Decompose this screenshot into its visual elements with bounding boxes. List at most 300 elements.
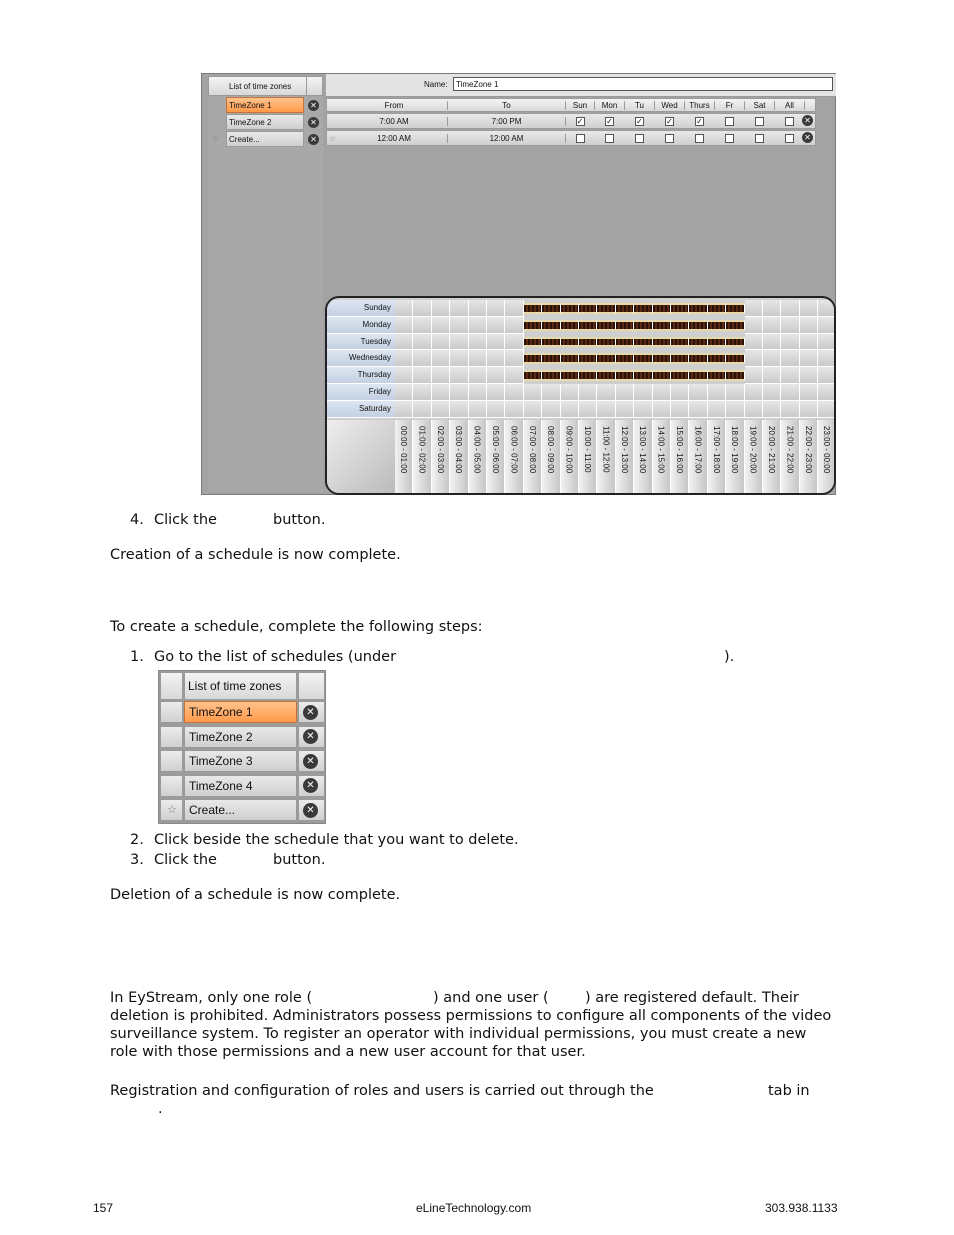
schedule-cell[interactable] [432,350,450,367]
schedule-cell[interactable] [505,350,523,367]
schedule-cell-active[interactable] [689,320,707,331]
schedule-cell[interactable] [524,401,542,418]
schedule-cell[interactable] [450,317,468,334]
schedule-cell[interactable] [634,401,652,418]
schedule-cell-active[interactable] [616,370,634,381]
schedule-cell[interactable] [413,367,431,384]
day-label: Thursday [327,367,395,384]
schedule-cell[interactable] [763,317,781,334]
hour-label: 20:00 - 21:00 [767,425,776,473]
schedule-cell[interactable] [561,401,579,418]
schedule-cell-active[interactable] [561,337,579,348]
time-zone-list-panel [208,76,323,492]
schedule-cell-active[interactable] [597,303,615,314]
schedule-cell[interactable] [450,367,468,384]
rules-table-header [326,98,816,112]
schedule-cell[interactable] [450,334,468,351]
schedule-cell[interactable] [432,300,450,317]
day-checkbox[interactable] [576,134,585,143]
intro-text: To create a schedule, complete the following steps: [110,619,483,635]
schedule-cell-active[interactable] [524,303,542,314]
para-text: role with those permissions and a new user account for that user. [110,1044,586,1060]
schedule-cell[interactable] [450,350,468,367]
schedule-cell-active[interactable] [579,320,597,331]
schedule-cell-active[interactable] [524,337,542,348]
schedule-cell[interactable] [800,401,818,418]
day-checkbox[interactable]: ✓ [576,117,584,126]
hour-column-header[interactable] [579,420,597,495]
column-header: To [448,101,566,110]
to-cell[interactable]: 12:00 AM [448,134,566,143]
schedule-cell[interactable] [616,401,634,418]
list-header [208,76,323,96]
schedule-cell[interactable] [745,401,763,418]
hour-label: 19:00 - 20:00 [748,425,758,473]
schedule-cell-active[interactable] [671,353,689,364]
schedule-cell[interactable] [597,401,615,418]
star-icon: ☆ [212,134,220,143]
footer-phone: 303.938.1133 [765,1201,838,1215]
list-header [184,672,297,700]
schedule-cell-active[interactable] [579,337,597,348]
hour-label: 22:00 - 23:00 [803,425,813,473]
day-checkbox[interactable] [605,134,614,143]
schedule-cell-active[interactable] [708,320,726,331]
hour-label: 18:00 - 19:00 [730,425,740,473]
schedule-cell-active[interactable] [542,320,560,331]
schedule-cell[interactable] [597,384,615,401]
schedule-cell[interactable] [413,317,431,334]
schedule-cell-active[interactable] [616,337,634,348]
schedule-cell[interactable] [708,384,726,401]
schedule-cell[interactable] [413,350,431,367]
schedule-cell-active[interactable] [579,370,597,381]
delete-icon[interactable]: ✕ [308,117,319,128]
list-item[interactable]: TimeZone 4 [184,775,297,797]
hour-label: 06:00 - 07:00 [509,425,519,473]
name-input[interactable] [453,77,833,91]
schedule-cell-active[interactable] [726,337,744,348]
step-3 [130,851,326,869]
from-cell[interactable]: 7:00 AM [341,117,448,126]
schedule-cell[interactable] [818,350,836,367]
schedule-cell[interactable] [469,334,487,351]
schedule-cell[interactable] [395,384,413,401]
schedule-cell[interactable] [800,367,818,384]
schedule-cell[interactable] [542,384,560,401]
schedule-cell-active[interactable] [671,370,689,381]
schedule-cell-active[interactable] [561,303,579,314]
schedule-cell-active[interactable] [542,353,560,364]
schedule-cell-active[interactable] [689,353,707,364]
schedule-cell[interactable] [469,317,487,334]
schedule-cell-active[interactable] [689,337,707,348]
schedule-cell-active[interactable] [634,320,652,331]
delete-icon[interactable]: ✕ [308,100,319,111]
schedule-cell[interactable] [579,401,597,418]
rules-table [326,98,816,146]
schedule-cell[interactable] [487,334,505,351]
column-header: Sun [566,101,595,110]
schedule-cell-active[interactable] [542,370,560,381]
hour-column-header[interactable] [726,420,744,495]
name-input-value: TimeZone 1 [456,80,499,89]
schedule-cell-active[interactable] [634,370,652,381]
schedule-editor-screenshot [201,73,836,495]
row-handle [160,726,183,748]
step-text: Click beside the schedule that you want to delete. [154,832,519,848]
grid-corner [327,420,395,495]
day-checkbox[interactable] [695,134,704,143]
hour-column-header[interactable] [689,420,707,495]
hour-column-header[interactable] [763,420,781,495]
schedule-cell[interactable] [469,401,487,418]
schedule-cell[interactable] [487,401,505,418]
day-checkbox[interactable]: ✓ [666,117,673,126]
step-text: button. [273,852,326,868]
schedule-cell[interactable] [487,300,505,317]
schedule-cell[interactable] [818,334,836,351]
schedule-cell[interactable] [689,384,707,401]
list-item[interactable]: TimeZone 3 [184,750,297,772]
schedule-cell-active[interactable] [542,337,560,348]
delete-icon[interactable]: ✕ [303,705,318,720]
schedule-cell[interactable] [469,350,487,367]
schedule-cell[interactable] [818,317,836,334]
hour-column-header[interactable] [818,420,836,495]
schedule-cell[interactable] [763,384,781,401]
hour-column-header[interactable] [653,420,671,495]
schedule-cell-active[interactable] [597,337,615,348]
schedule-cell[interactable] [781,300,799,317]
schedule-cell[interactable] [432,317,450,334]
schedule-cell[interactable] [432,384,450,401]
schedule-cell[interactable] [763,300,781,317]
list-item-create[interactable] [226,131,304,147]
hour-column-header[interactable] [469,420,487,495]
schedule-cell[interactable] [450,401,468,418]
list-item[interactable]: Create... [184,799,297,821]
schedule-cell[interactable] [395,350,413,367]
schedule-cell[interactable] [395,300,413,317]
hour-label: 13:00 - 14:00 [638,425,648,473]
day-checkbox[interactable] [725,134,734,143]
schedule-cell[interactable] [781,384,799,401]
name-bar [326,74,836,97]
day-checkbox[interactable] [755,134,764,143]
schedule-cell[interactable] [524,384,542,401]
schedule-cell-active[interactable] [634,303,652,314]
hour-column-header[interactable] [616,420,634,495]
hour-column-header[interactable] [781,420,799,495]
schedule-cell[interactable] [653,401,671,418]
step-text: button. [273,512,326,528]
hour-column-header[interactable] [597,420,615,495]
day-checkbox[interactable] [725,117,734,126]
schedule-cell-active[interactable] [708,370,726,381]
day-label: Friday [327,384,395,401]
rules-row[interactable] [326,130,816,146]
name-label: Name: [424,80,448,89]
schedule-cell-active[interactable] [616,303,634,314]
schedule-cell-active[interactable] [708,353,726,364]
schedule-cell-active[interactable] [726,370,744,381]
schedule-cell[interactable] [689,401,707,418]
schedule-cell-active[interactable] [524,370,542,381]
hour-label: 15:00 - 16:00 [675,425,684,473]
schedule-cell-active[interactable] [726,353,744,364]
step-4 [130,511,326,529]
schedule-cell-active[interactable] [653,353,671,364]
delete-icon[interactable]: ✕ [308,134,319,145]
schedule-cell[interactable] [726,401,744,418]
schedule-cell[interactable] [800,334,818,351]
hour-column-header[interactable] [505,420,523,495]
hour-label: 04:00 - 05:00 [472,425,482,473]
schedule-cell-active[interactable] [653,320,671,331]
schedule-cell[interactable] [763,401,781,418]
schedule-cell-active[interactable] [597,370,615,381]
to-cell[interactable]: 7:00 PM [448,117,566,126]
schedule-cell[interactable] [487,317,505,334]
para-text: deletion is prohibited. Administrators possess permissions to configure all components of the video [110,1008,832,1024]
hour-label: 00:00 - 01:00 [399,425,408,473]
schedule-cell[interactable] [726,384,744,401]
hour-column-header[interactable] [395,420,413,495]
hour-label: 23:00 - 00:00 [822,425,832,473]
schedule-cell[interactable] [763,367,781,384]
hour-column-header[interactable] [432,420,450,495]
schedule-cell[interactable] [745,367,763,384]
schedule-cell-active[interactable] [597,353,615,364]
schedule-cell[interactable] [800,300,818,317]
para-text: Registration and configuration of roles and users is carried out through the [110,1083,654,1099]
day-label: Sunday [327,300,395,317]
schedule-cell[interactable] [818,300,836,317]
schedule-cell[interactable] [671,401,689,418]
list-header-label: List of time zones [188,679,282,693]
hour-column-header[interactable] [450,420,468,495]
column-header: Sat [745,101,775,110]
hour-column-header[interactable] [542,420,560,495]
column-header: Thurs [685,101,715,110]
star-icon: ☆ [167,803,177,816]
hour-column-header[interactable] [671,420,689,495]
step-number: 1. [130,649,144,665]
step-text: Click the [154,852,217,868]
delete-icon[interactable]: ✕ [303,778,318,793]
hour-label: 21:00 - 22:00 [785,425,795,473]
schedule-cell[interactable] [450,384,468,401]
schedule-cell-active[interactable] [579,353,597,364]
day-checkbox[interactable] [665,134,674,143]
footer-site: eLineTechnology.com [416,1201,532,1215]
schedule-cell[interactable] [505,401,523,418]
schedule-cell-active[interactable] [689,303,707,314]
row-handle [160,701,183,723]
schedule-cell-active[interactable] [671,337,689,348]
schedule-cell[interactable] [469,300,487,317]
schedule-cell-active[interactable] [653,303,671,314]
star-icon: ☆ [329,134,337,143]
schedule-cell[interactable] [487,367,505,384]
list-item-label: Create... [229,135,260,144]
schedule-cell[interactable] [818,401,836,418]
schedule-cell[interactable] [413,300,431,317]
schedule-cell-active[interactable] [726,320,744,331]
schedule-cell[interactable] [745,384,763,401]
hour-column-header[interactable] [413,420,431,495]
delete-rule-icon[interactable]: ✕ [802,132,813,143]
day-checkbox[interactable] [755,117,764,126]
schedule-cell[interactable] [395,317,413,334]
hour-column-header[interactable] [524,420,542,495]
schedule-cell[interactable] [505,317,523,334]
hour-column-header[interactable] [800,420,818,495]
schedule-cell-active[interactable] [708,337,726,348]
schedule-cell[interactable] [781,367,799,384]
from-cell[interactable]: 12:00 AM [341,134,448,143]
schedule-cell[interactable] [413,334,431,351]
schedule-cell-active[interactable] [542,303,560,314]
schedule-cell[interactable] [671,384,689,401]
schedule-cell-active[interactable] [653,370,671,381]
para-text: tab in [768,1083,810,1099]
hour-column-header[interactable] [708,420,726,495]
schedule-cell[interactable] [505,334,523,351]
day-checkbox[interactable]: ✓ [636,117,643,126]
step-number: 4. [130,512,144,528]
step-number: 3. [130,852,144,868]
creation-complete-text: Creation of a schedule is now complete. [110,547,401,563]
para-text: ) and one user ( [433,990,549,1006]
schedule-cell-active[interactable] [524,320,542,331]
schedule-cell-active[interactable] [524,353,542,364]
schedule-cell[interactable] [432,367,450,384]
schedule-cell-active[interactable] [634,337,652,348]
schedule-cell-active[interactable] [597,320,615,331]
step-1 [130,648,735,666]
row-handle [160,750,183,772]
schedule-cell[interactable] [634,384,652,401]
schedule-cell-active[interactable] [671,320,689,331]
step-2 [130,831,519,849]
step-text: Go to the list of schedules (under [154,649,397,665]
day-label: Wednesday [327,350,395,367]
hour-column-header[interactable] [561,420,579,495]
day-checkbox[interactable] [785,117,794,126]
schedule-cell[interactable] [542,401,560,418]
schedule-cell-active[interactable] [689,370,707,381]
delete-icon[interactable]: ✕ [303,729,318,744]
schedule-cell[interactable] [781,334,799,351]
schedule-cell[interactable] [579,384,597,401]
schedule-cell[interactable] [413,384,431,401]
list-item[interactable]: TimeZone 2 [184,726,297,748]
column-header: Tu [625,101,655,110]
schedule-cell[interactable] [745,300,763,317]
list-item-timezone-1[interactable] [226,97,304,113]
schedule-cell[interactable] [745,317,763,334]
schedule-cell-active[interactable] [616,353,634,364]
schedule-cell[interactable] [818,367,836,384]
schedule-cell-active[interactable] [634,353,652,364]
hour-label: 07:00 - 08:00 [527,425,537,473]
schedule-cell[interactable] [708,401,726,418]
day-label: Monday [327,317,395,334]
hour-label: 14:00 - 15:00 [656,425,666,473]
schedule-cell[interactable] [745,350,763,367]
schedule-cell[interactable] [781,401,799,418]
schedule-cell[interactable] [763,334,781,351]
schedule-cell-active[interactable] [561,370,579,381]
delete-icon[interactable]: ✕ [303,803,318,818]
deletion-complete-text: Deletion of a schedule is now complete. [110,887,401,903]
list-item-timezone-2[interactable] [226,114,304,130]
hour-label: 02:00 - 03:00 [435,425,445,473]
schedule-cell[interactable] [469,384,487,401]
schedule-cell[interactable] [505,367,523,384]
schedule-cell-active[interactable] [616,320,634,331]
schedule-cell[interactable] [395,401,413,418]
schedule-cell-active[interactable] [726,303,744,314]
schedule-cell[interactable] [413,401,431,418]
page-number: 157 [93,1201,114,1215]
schedule-cell-active[interactable] [708,303,726,314]
schedule-cell[interactable] [395,334,413,351]
schedule-cell-active[interactable] [561,320,579,331]
schedule-cell[interactable] [487,350,505,367]
schedule-cell[interactable] [763,350,781,367]
schedule-cell-active[interactable] [653,337,671,348]
schedule-cell[interactable] [505,300,523,317]
schedule-cell[interactable] [561,384,579,401]
delete-rule-icon[interactable]: ✕ [802,115,813,126]
schedule-cell[interactable] [505,384,523,401]
schedule-cell[interactable] [395,367,413,384]
schedule-cell[interactable] [800,384,818,401]
schedule-cell[interactable] [781,350,799,367]
hour-column-header[interactable] [634,420,652,495]
schedule-cell[interactable] [653,384,671,401]
schedule-cell[interactable] [616,384,634,401]
hour-column-header[interactable] [745,420,763,495]
schedule-cell[interactable] [800,317,818,334]
step-text: ). [724,649,735,665]
schedule-cell-active[interactable] [561,353,579,364]
schedule-cell[interactable] [781,317,799,334]
day-checkbox[interactable] [635,134,644,143]
schedule-cell[interactable] [469,367,487,384]
schedule-cell[interactable] [745,334,763,351]
schedule-cell[interactable] [487,384,505,401]
hour-column-header[interactable] [487,420,505,495]
rules-row[interactable] [326,113,816,129]
schedule-cell-active[interactable] [579,303,597,314]
hour-label: 12:00 - 13:00 [619,425,629,473]
schedule-cell-active[interactable] [671,303,689,314]
list-item[interactable]: TimeZone 1 [184,701,297,723]
day-checkbox[interactable] [785,134,794,143]
day-checkbox[interactable]: ✓ [606,117,613,126]
day-checkbox[interactable]: ✓ [696,117,703,126]
schedule-cell[interactable] [800,350,818,367]
schedule-cell[interactable] [818,384,836,401]
schedule-cell[interactable] [450,300,468,317]
schedule-cell[interactable] [432,334,450,351]
schedule-cell[interactable] [432,401,450,418]
delete-icon[interactable]: ✕ [303,754,318,769]
